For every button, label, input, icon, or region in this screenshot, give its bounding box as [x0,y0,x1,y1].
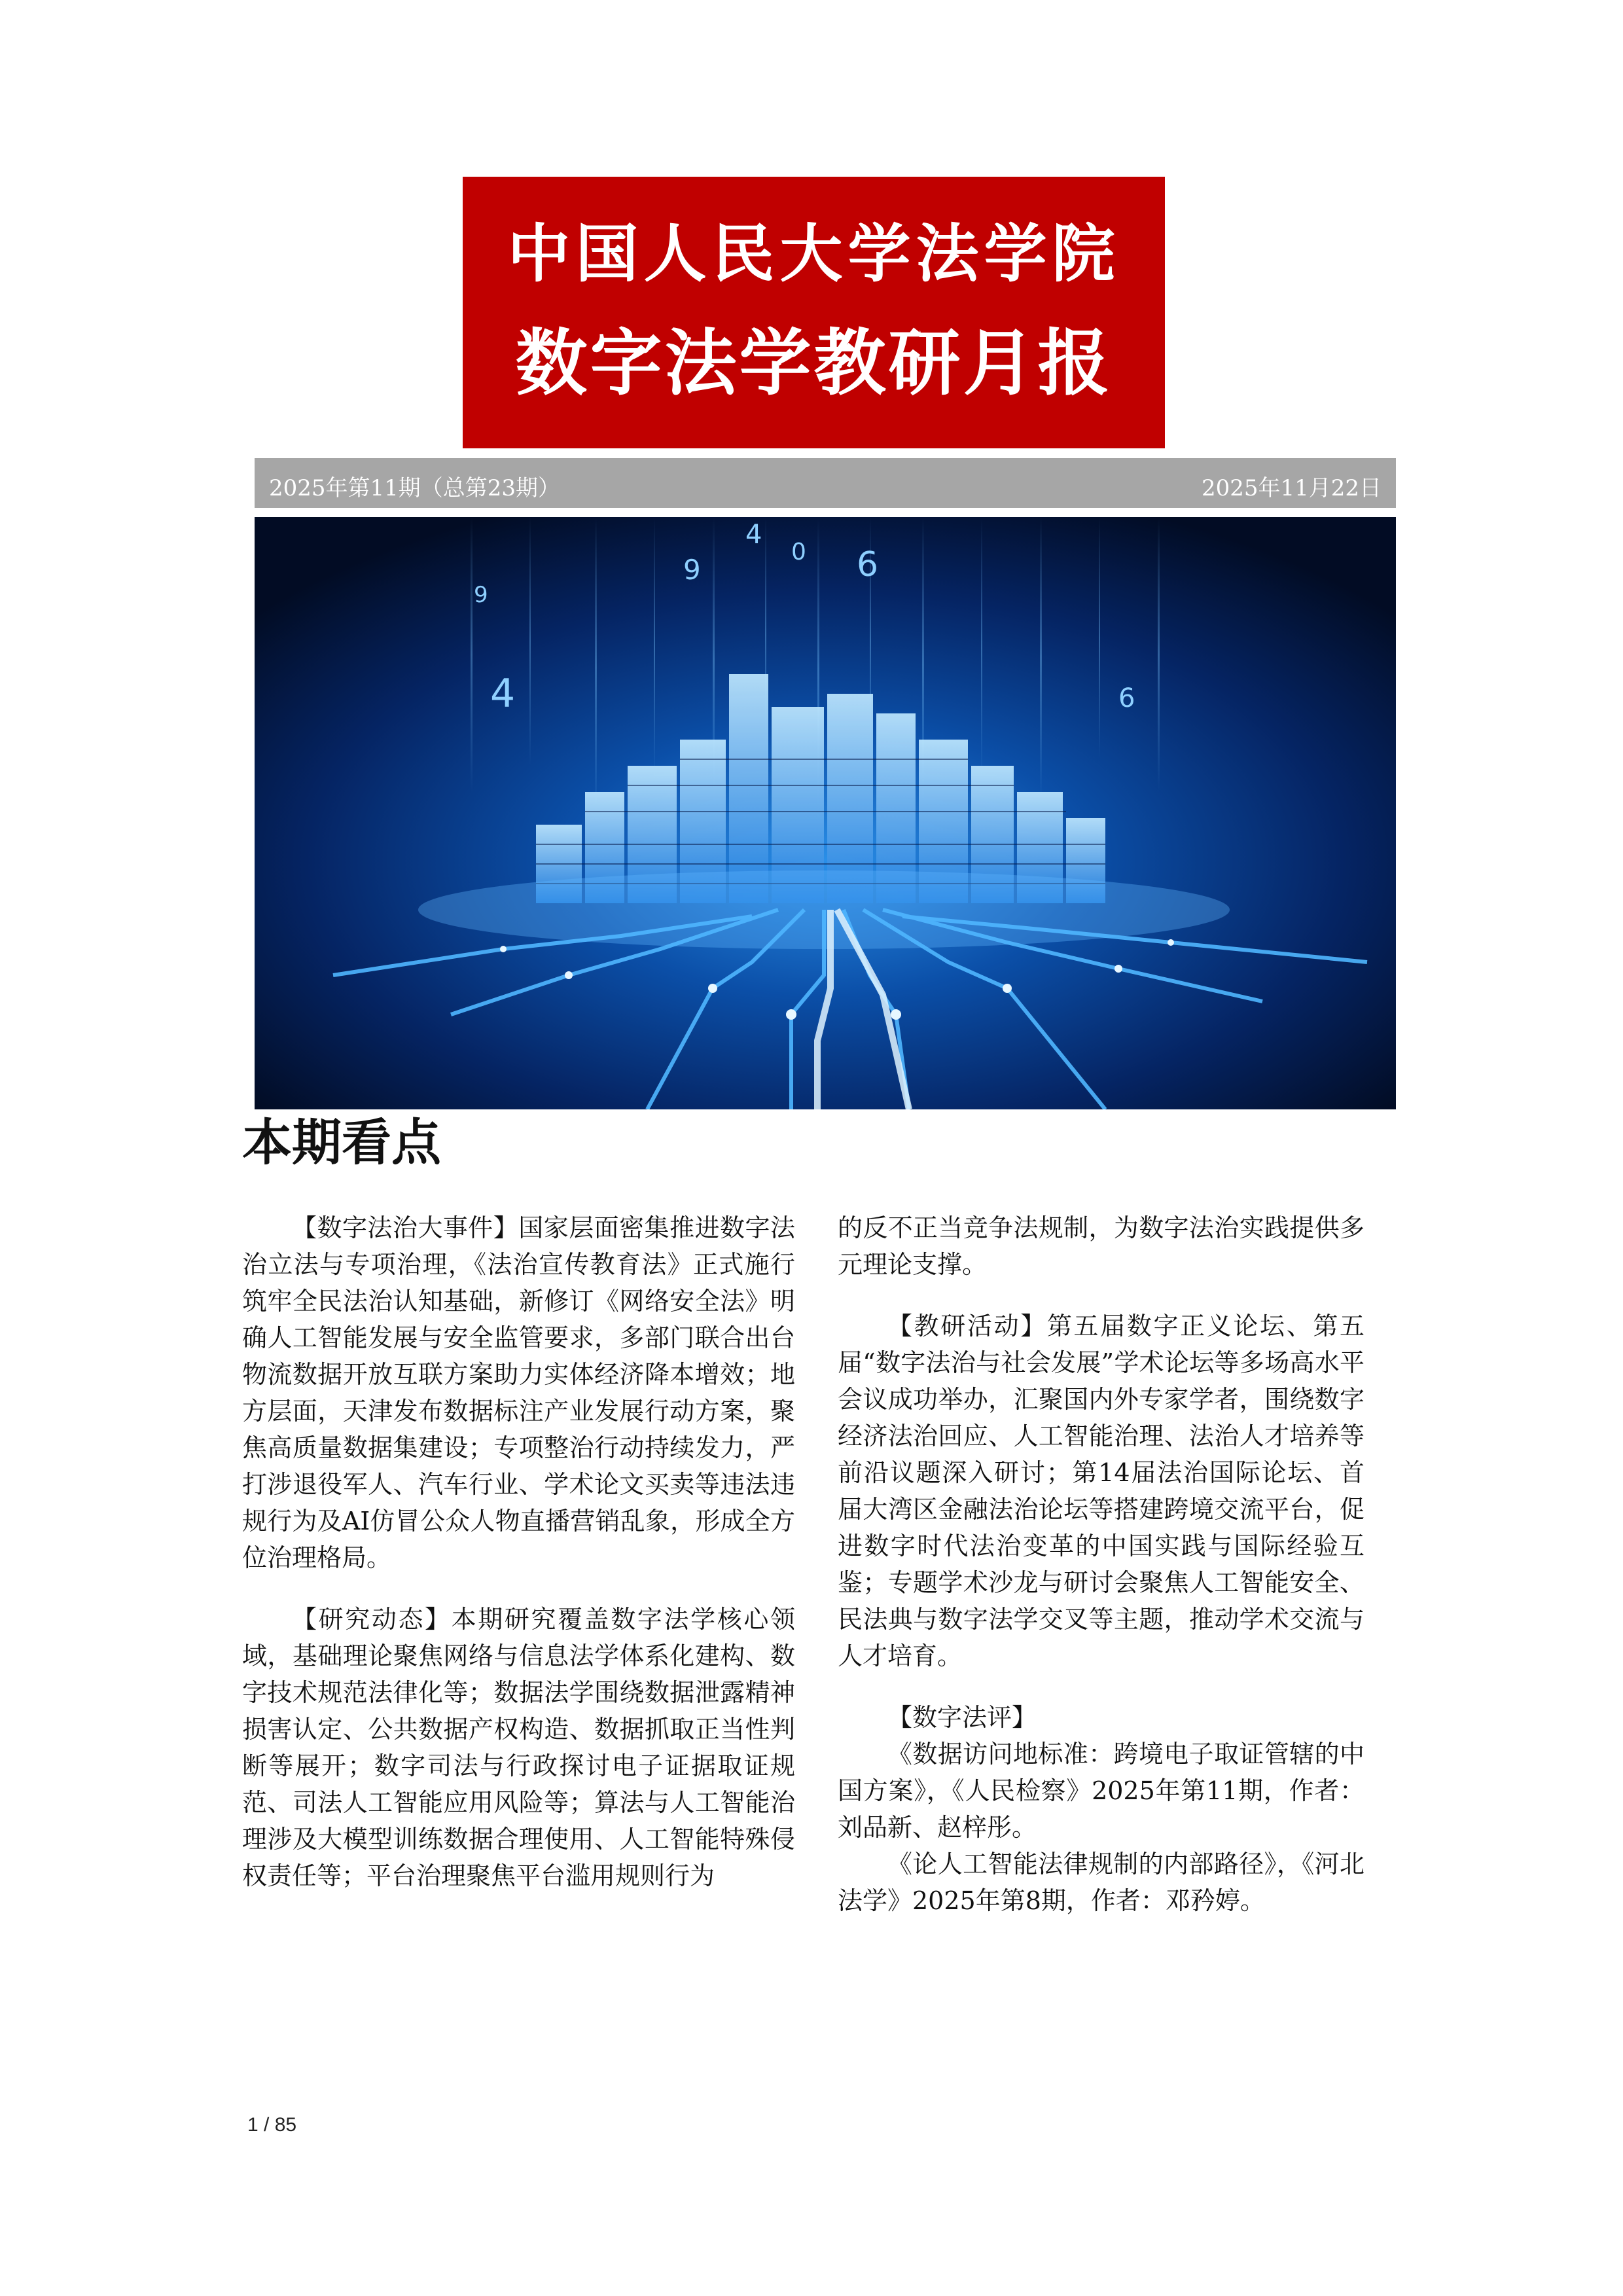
issue-date: 2025年11月22日 [1201,475,1382,501]
section-title: 本期看点 [242,1113,441,1172]
right-column [838,1210,1364,1919]
page-number: 1 / 85 [247,2114,297,2136]
review-heading: 【数字法评】 [887,1703,1037,1732]
report-title: 数字法学教研月报 [515,321,1113,405]
research-paragraph-continued: 的反不正当竞争法规制，为数字法治实践提供多元理论支撑。 [838,1213,1364,1279]
hero-digit: 4 [490,671,516,717]
left-column [242,1210,795,1894]
hero-digit: 4 [745,520,762,550]
hero-digit: 9 [683,554,701,586]
masthead-banner [463,177,1165,448]
hero-digit: 6 [857,545,879,584]
digital-city-illustration [255,517,1396,1109]
hero-digit: 6 [1118,683,1135,713]
research-paragraph: 【研究动态】本期研究覆盖数字法学核心领域，基础理论聚焦网络与信息法学体系化建构、数字技术规范法律化等；数据法学围绕数据泄露精神损害认定、公共数据产权构造、数据抓取正当性判断等展开；数字司法与行政探讨电子证据取证规范、司法人工智能应用风险等；算法与人工智能治理涉及大模型训练数据合理使用、人工智能特殊侵权责任等；平台治理聚焦平台滥用规则行为 [242,1605,795,1890]
review-item: 《论人工智能法律规制的内部路径》，《河北法学》2025年第8期，作者：邓矜婷。 [838,1850,1364,1915]
hero-digit: 9 [474,582,488,608]
hero-digit: 0 [791,539,806,565]
issue-bar [255,458,1396,508]
issue-number: 2025年第11期（总第23期） [269,475,561,501]
activities-paragraph: 【教研活动】第五届数字正义论坛、第五届“数字法治与社会发展”学术论坛等多场高水平会议成功举办，汇聚国内外专家学者，围绕数字经济法治回应、人工智能治理、法治人才培养等前沿议题深入研讨；第14届法治国际论坛、首届大湾区金融法治论坛等搭建跨境交流平台，促进数字时代法治变革的中国实践与国际经验互鉴；专题学术沙龙与研讨会聚焦人工智能安全、民法典与数字法学交叉等主题，推动学术交流与人才培育。 [838,1312,1364,1670]
news-paragraph: 【数字法治大事件】国家层面密集推进数字法治立法与专项治理，《法治宣传教育法》正式施行筑牢全民法治认知基础，新修订《网络安全法》明确人工智能发展与安全监管要求，多部门联合出台物流数据开放互联方案助力实体经济降本增效；地方层面，天津发布数据标注产业发展行动方案，聚焦高质量数据集建设；专项整治行动持续发力，严打涉退役军人、汽车行业、学术论文买卖等违法违规行为及AI仿冒公众人物直播营销乱象，形成全方位治理格局。 [242,1213,795,1572]
school-name: 中国人民大学法学院 [507,217,1120,291]
hero-image [255,517,1396,1109]
review-item: 《数据访问地标准：跨境电子取证管辖的中国方案》，《人民检察》2025年第11期，作者：刘品新、赵梓彤。 [838,1740,1364,1842]
